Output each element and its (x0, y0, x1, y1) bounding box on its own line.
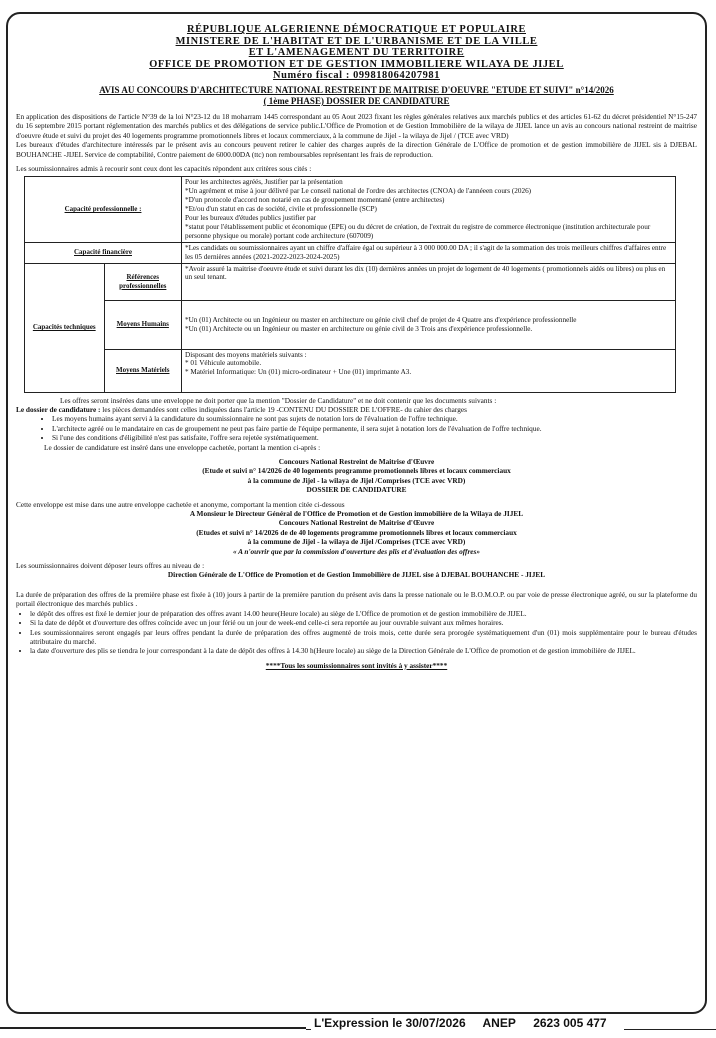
list-item: *Et/ou d'un statut en cas de société, civile et professionnelle (SCP) (185, 205, 377, 214)
envelope-1-line-1: Concours National Restreint de Maitrise d'Œuvre (278, 457, 435, 466)
sub-content-human (182, 300, 676, 349)
notice-content (16, 24, 697, 1004)
list-item: Pour les architectes agréés, Justifier par la présentation (185, 178, 343, 187)
offers-paragraph-1: Les offres seront insérées dans une enveloppe ne doit porter que la mention "Dossier de Candidature" et ne doit contenir que les documents suivants : (60, 395, 497, 405)
offers-paragraph-2 (16, 405, 697, 414)
list-item: *statut pour l'établissement public et économique (EPE) ou du décret de création, de l'extrait du registre de commerce électronique (institution architecturale pour personne physique ou morale) portant code architecture (607009) (185, 222, 651, 240)
table-row (25, 263, 676, 300)
list-item: *Un agrément et mise à jour délivré par Le conseil national de l'ordre des architectes (CNOA) de l'annéeen cours (2026) (185, 187, 532, 196)
envelope-2-line-2: Concours National Restreint de Maitrise d'Œuvre (278, 518, 435, 528)
list-item: *Un (01) Architecte ou un Ingénieur ou master en architecture ou génie civil de 3 Trois ans d'expérience professionnelle. (185, 324, 533, 333)
list-item: Disposant des moyens matériels suivants : (185, 350, 307, 359)
footer-bar (0, 1016, 716, 1036)
header-line-1: RÉPUBLIQUE ALGERIENNE DÉMOCRATIQUE ET POPULAIRE (186, 24, 526, 35)
list-item: • Les moyens humains ayant servi à la candidature du soumissionnaire ne sont pas sujets de notation lors de l'évaluation de l'offre technique. (52, 414, 697, 423)
footer-agency: ANEP (482, 1016, 516, 1030)
notice-title: AVIS AU CONCOURS D'ARCHITECTURE NATIONAL RESTREINT DE MAITRISE D'OEUVRE "ETUDE ET SUIVI" n°14/2026 (99, 84, 614, 95)
row-label-professional: Capacité professionnelle : (25, 177, 182, 242)
envelope-2-line-5: « A n'ouvrir que par la commission d'ouverture des plis et d'évaluation des offres» (232, 546, 481, 556)
envelope-1-block (16, 457, 697, 495)
offers-bullet-list (16, 414, 697, 442)
list-item: • la date d'ouverture des plis se tiendra le jour correspondant à la date de dépôt des offres à 14.30 h(Heure locale) au siège de la Direction Générale de L'Office de promotion et de gestion immobilière de JIJEL. (30, 646, 697, 655)
notice-subtitle: ( 1ème PHASE) DOSSIER DE CANDIDATURE (263, 95, 450, 106)
list-item: * Matériel Informatique: Un (01) micro-ordinateur + Une (01) imprimante A3. (185, 368, 412, 377)
footer-paper: L'Expression le 30/07/2026 (314, 1016, 466, 1030)
list-item: *Un (01) Architecte ou un Ingénieur ou master en architecture ou génie civil chef de projet de 4 Quatre ans d'expérience professionnelle (185, 315, 577, 324)
envelope-1-line-3: à la commune de Jijel - la wilaya de Jijel /Comprises (TCE avec VRD) (247, 475, 466, 485)
row-content-financial: *Les candidats ou soumissionnaires ayant un chiffre d'affaire égal ou supérieur à 3 000 000.00 DA ; il s'agit de la sommation des trois meilleurs chiffres d'affaires entre les 05 dernières années (2021-2022-2023-2024-2025) (182, 242, 676, 263)
duration-bullet-list (16, 609, 697, 656)
footer-rule-left (0, 1027, 306, 1029)
list-item: • le dépôt des offres est fixé le dernier jour de préparation des offres avant 14.00 heure(Heure locale) au siège de L'Office de promotion et de gestion immobilière de JIJEL. (30, 609, 697, 618)
envelope-1-line-4: DOSSIER DE CANDIDATURE (306, 485, 407, 495)
notice-header (16, 24, 697, 82)
header-line-2: MINISTERE DE L'HABITAT ET DE L'URBANISME ET DE LA VILLE (175, 35, 538, 47)
list-item: • Les soumissionnaires seront engagés par leurs offres pendant la durée de préparation des offres augmenté de trois mois, cette durée sera prorogée systématiquement d'un (01) mois supplémentaire pour le bureau d'études attributaire du marché. (30, 628, 697, 647)
list-item: Pour les bureaux d'études publics justifier par (185, 214, 317, 223)
table-row (25, 242, 676, 263)
dossier-label: Le dossier de candidature : (16, 404, 101, 414)
sub-label-material: Moyens Matériels (104, 349, 182, 392)
closing-line: ****Tous les soumissionnaires sont invités à y assister**** (265, 660, 448, 670)
row-label-financial: Capacité financière (25, 242, 182, 263)
header-line-5: Numéro fiscal : 099818064207981 (272, 70, 441, 82)
envelope-2-line-1: A Monsieur le Directeur Général de l'Office de Promotion et de Gestion immobilière de la Wilaya de JIJEL (189, 509, 524, 519)
envelope-1-line-2: (Etude et suivi n° 14/2026 de 40 logements programme promotionnels libres et locaux commerciaux (202, 466, 511, 476)
notice-frame (6, 12, 707, 1014)
table-row (25, 177, 676, 242)
footer-ref: 2623 005 477 (533, 1016, 607, 1030)
list-item: • L'architecte agréé ou le mandataire en cas de groupement ne peut pas faire partie de l'équipe permanente, il sera sujet à notation lors de l'évaluation de l'offre technique. (52, 424, 697, 433)
envelope-2-line-3: (Etudes et suivi n° 14/2026 de de 40 logements programme promotionnels libres et locaux commerciaux (196, 527, 517, 537)
table-row (25, 349, 676, 392)
sub-label-human: Moyens Humains (104, 300, 182, 349)
sub-label-references: Références professionnelles (104, 263, 182, 300)
table-row (25, 300, 676, 349)
offers-paragraph-3: Le dossier de candidature est inséré dans une enveloppe cachetée, portant la mention ci-après : (44, 442, 321, 452)
intro-paragraph-1: En application des dispositions de l'article N°39 de la loi N°23-12 du 18 moharram 1445 correspondant au 05 Aout 2023 fixant les règles générales relatives aux marchés publics et des articles 61-62 du décret présidentiel N°15-247 du 16 septembre 2015 portant réglementation des marchés publics et des délégations de service public.L'Office de Promotion et de Gestion Immobilière de la wilaya de JIJEL lance un avis au concours national restreint de maitrise d'oeuvre étude et suivi du projet des 40 logements programme promotionnels libres et locaux commerciaux, à la commune de Jijel - la wilaya de Jijel / (TCE avec VRD) (16, 111, 697, 140)
envelope-2-line-4: à la commune de Jijel - la wilaya de Jijel /Comprises (TCE avec VRD) (247, 537, 466, 547)
dossier-text: les pièces demandées sont celles indiquées dans l'article 19 -CONTENU DU DOSSIER DE L'OFFRE- du cahier des charges (102, 404, 467, 414)
sub-content-references: *Avoir assuré la maitrise d'oeuvre étude et suivi durant les dix (10) dernières années un projet de logement de 40 logements ( promotionnels aidés ou libres) ou plus en un seul tenant. (182, 263, 676, 300)
list-item: • Si la date de dépôt et d'ouverture des offres coïncide avec un jour férié ou un jour de week-end celle-ci sera reportée au jour ouvrable suivant aux mêmes horaires. (30, 618, 697, 627)
envelope-2-block (16, 509, 697, 556)
list-item: *D'un protocole d'accord non notarié en cas de groupement momentané (entre architectes) (185, 196, 445, 205)
header-line-4: OFFICE DE PROMOTION ET DE GESTION IMMOBILIERE WILAYA DE JIJEL (149, 58, 564, 70)
row-content-professional (182, 177, 676, 242)
deposit-place: Direction Générale de L'Office de Promotion et de Gestion Immobilière de JIJEL sise à DJEBAL BOUHANCHE - JIJEL (167, 570, 546, 580)
header-line-3: ET L'AMENAGEMENT DU TERRITOIRE (248, 47, 465, 59)
list-item: * 01 Véhicule automobile. (185, 359, 262, 368)
footer-text (311, 1016, 624, 1030)
criteria-table (24, 176, 676, 392)
duration-paragraph: La durée de préparation des offres de la première phase est fixée à (10) jours à partir de la première parution du présent avis dans la presse nationale ou le B.O.M.O.P. ou par voie de presse électronique agréé, ou sur la plateforme du portail électronique des marchés publics . (16, 589, 697, 609)
deposit-intro: Les soumissionnaires doivent déposer leurs offres au niveau de : (16, 561, 205, 571)
sub-content-material (182, 349, 676, 392)
row-label-technical: Capacités techniques (25, 263, 105, 392)
intro-paragraph-3: Les soumissionnaires admis à recourir sont ceux dont les capacités répondent aux critères sous cités : (16, 164, 312, 173)
list-item: • Si l'une des conditions d'éligibilité n'est pas satisfaite, l'offre sera rejetée systématiquement. (52, 433, 697, 442)
intro-paragraph-2: Les bureaux d'études d'architecture intéressés par le présent avis au concours peuvent retirer le cahier des charges auprès de la direction Générale de L'Office de promotion et de gestion immobilière de JIJEL sis à DJEBAL BOUHANCHE -JIJEL Service de comptabilité, Contre paiement de 6000.00DA (ttc) non remboursables représentant les frais de reproduction. (16, 140, 697, 159)
envelope-intro: Cette enveloppe est mise dans une autre enveloppe cachetée et anonyme, comportant la mention citée ci-dessous (16, 499, 345, 509)
